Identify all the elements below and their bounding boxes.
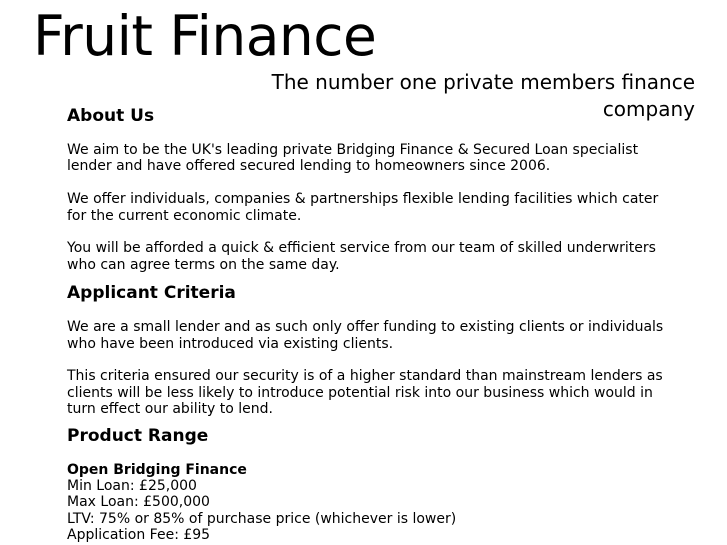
criteria-paragraph: This criteria ensured our security is of a higher standard than mainstream lenders as clients will be less likely to introduce potential risk into our business which would in turn effect our ability to lend. [67, 368, 663, 418]
product-item [67, 462, 667, 544]
about-section [67, 104, 667, 273]
product-heading: Product Range [67, 425, 209, 446]
site-tagline: The number one private members finance company [271, 70, 695, 121]
product-max-loan: Max Loan: £500,000 [67, 494, 210, 511]
product-min-loan: Min Loan: £25,000 [67, 478, 197, 495]
product-ltv: LTV: 75% or 85% of purchase price (whichever is lower) [67, 510, 457, 527]
product-name: Open Bridging Finance [67, 461, 247, 478]
criteria-heading: Applicant Criteria [67, 283, 236, 304]
about-paragraph: We offer individuals, companies & partnerships flexible lending facilities which cater for the current economic climate. [67, 191, 659, 224]
product-section [67, 424, 667, 544]
main-content [67, 104, 667, 544]
criteria-section [67, 281, 667, 417]
about-paragraph: You will be afforded a quick & efficient service from our team of skilled underwriters who can agree terms on the same day. [67, 240, 656, 273]
about-heading: About Us [67, 106, 155, 126]
criteria-paragraph: We are a small lender and as such only offer funding to existing clients or individuals who have been introduced via existing clients. [67, 319, 664, 352]
site-title: Fruit Finance [33, 4, 377, 68]
product-fee: Application Fee: £95 [67, 527, 211, 544]
about-paragraph: We aim to be the UK's leading private Bridging Finance & Secured Loan specialist lender and have offered secured lending to homeowners since 2006. [67, 142, 639, 175]
